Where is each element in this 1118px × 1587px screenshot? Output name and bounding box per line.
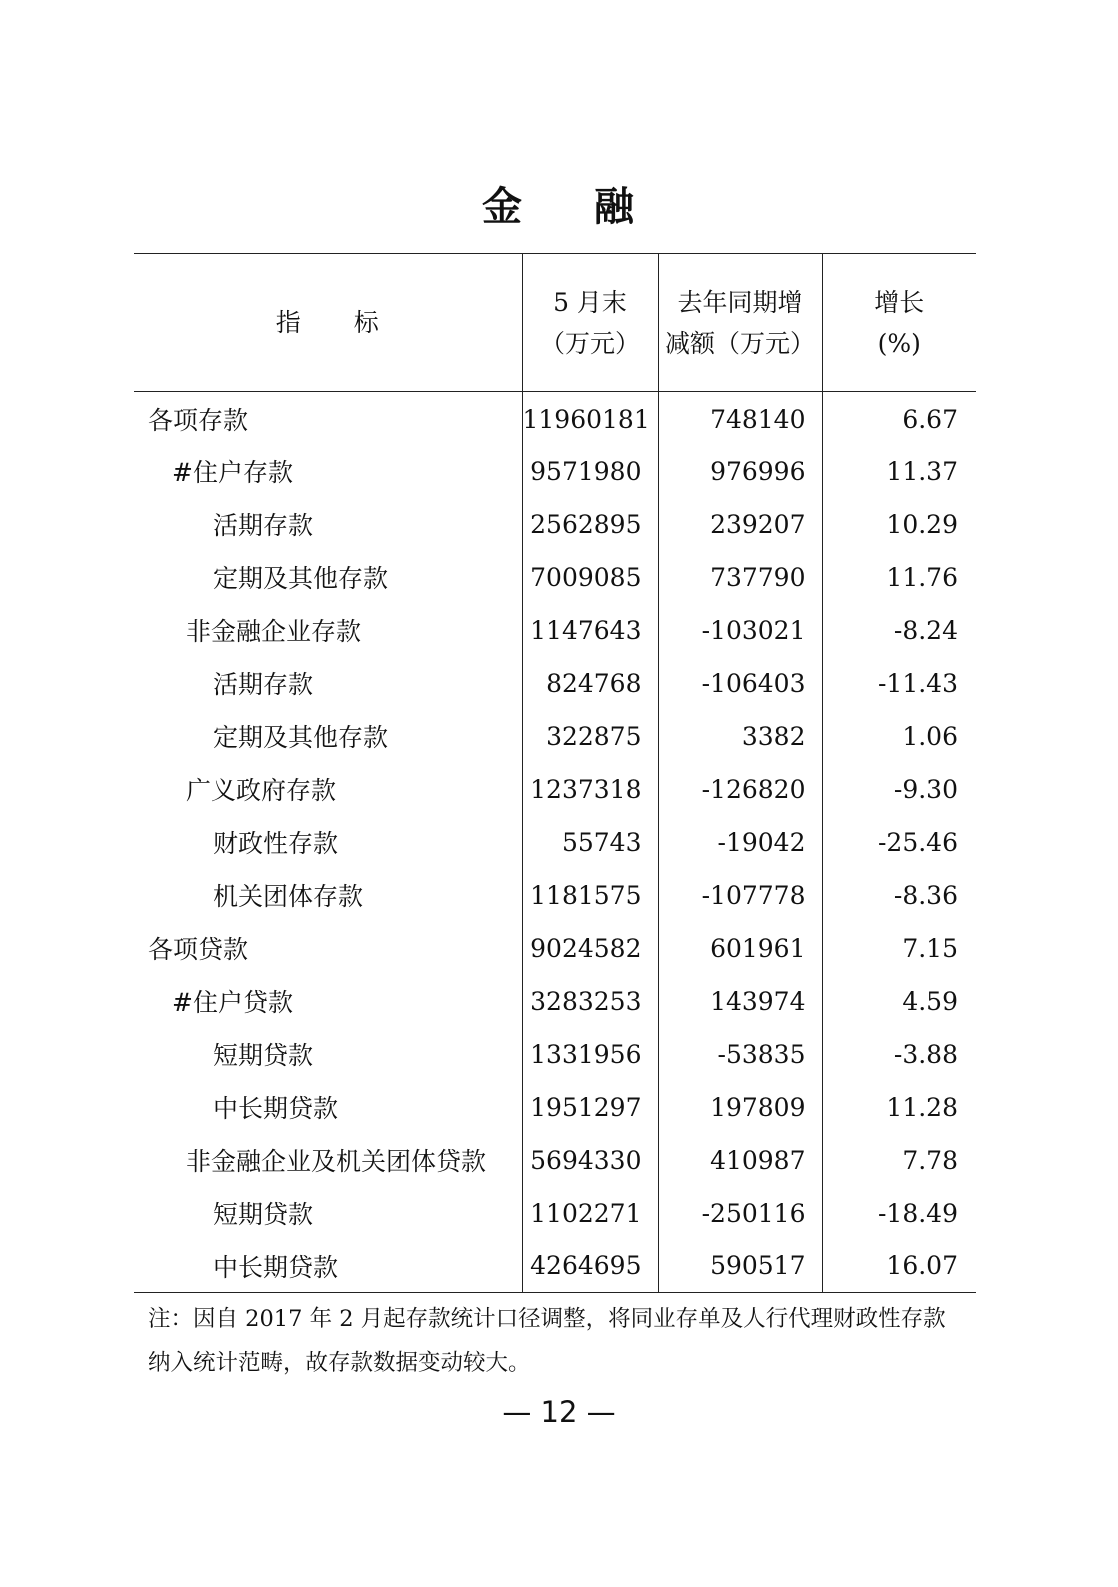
row-value: 1147643 xyxy=(522,604,658,657)
header-yoy-change-line1: 去年同期增 xyxy=(677,287,803,317)
row-value: 4264695 xyxy=(522,1240,658,1293)
row-change: -107778 xyxy=(658,869,822,922)
table-row xyxy=(134,604,976,657)
row-label: 中长期贷款 xyxy=(213,1094,339,1123)
row-growth: 10.29 xyxy=(822,498,976,551)
row-value: 1181575 xyxy=(522,869,658,922)
header-growth xyxy=(822,254,976,392)
row-growth: -18.49 xyxy=(822,1187,976,1240)
row-growth: 7.78 xyxy=(822,1134,976,1187)
row-value: 2562895 xyxy=(522,498,658,551)
row-growth: 7.15 xyxy=(822,922,976,975)
header-indicator xyxy=(134,254,522,392)
row-growth: -3.88 xyxy=(822,1028,976,1081)
row-growth: 11.28 xyxy=(822,1081,976,1134)
row-growth: -9.30 xyxy=(822,763,976,816)
row-value: 824768 xyxy=(522,657,658,710)
row-growth: -8.24 xyxy=(822,604,976,657)
row-change: 239207 xyxy=(658,498,822,551)
table-row xyxy=(134,551,976,604)
row-value: 1951297 xyxy=(522,1081,658,1134)
row-growth: -11.43 xyxy=(822,657,976,710)
row-change: 601961 xyxy=(658,922,822,975)
title-char-1: 金 xyxy=(482,184,524,230)
row-label: 广义政府存款 xyxy=(186,776,337,805)
row-change: -126820 xyxy=(658,763,822,816)
table-row xyxy=(134,922,976,975)
row-value: 11960181 xyxy=(522,392,658,445)
header-may-end-line1: 5 月末 xyxy=(553,287,627,317)
row-change: 410987 xyxy=(658,1134,822,1187)
table-row xyxy=(134,1028,976,1081)
header-indicator-char-1: 指 xyxy=(275,308,302,337)
row-value: 7009085 xyxy=(522,551,658,604)
table-row xyxy=(134,710,976,763)
row-value: 9024582 xyxy=(522,922,658,975)
table-row xyxy=(134,498,976,551)
row-value: 9571980 xyxy=(522,445,658,498)
header-may-end-line2: （万元） xyxy=(539,328,640,358)
row-value: 1237318 xyxy=(522,763,658,816)
row-label: 非金融企业存款 xyxy=(186,617,362,646)
row-value: 322875 xyxy=(522,710,658,763)
row-growth: 4.59 xyxy=(822,975,976,1028)
row-change: -250116 xyxy=(658,1187,822,1240)
row-growth: 16.07 xyxy=(822,1240,976,1293)
row-change: 976996 xyxy=(658,445,822,498)
row-label: 定期及其他存款 xyxy=(213,723,389,752)
row-change: -106403 xyxy=(658,657,822,710)
row-change: -53835 xyxy=(658,1028,822,1081)
row-growth: 6.67 xyxy=(822,392,976,445)
row-label: 短期贷款 xyxy=(213,1200,314,1229)
row-value: 1102271 xyxy=(522,1187,658,1240)
table-row xyxy=(134,1081,976,1134)
row-value: 55743 xyxy=(522,816,658,869)
row-label: 财政性存款 xyxy=(213,829,339,858)
row-change: 590517 xyxy=(658,1240,822,1293)
row-change: 737790 xyxy=(658,551,822,604)
table-row xyxy=(134,1240,976,1293)
title-char-2: 融 xyxy=(594,184,636,230)
table-row xyxy=(134,816,976,869)
header-indicator-char-2: 标 xyxy=(353,308,380,337)
row-label: 机关团体存款 xyxy=(213,882,364,911)
row-label: #住户贷款 xyxy=(172,988,293,1017)
table-row xyxy=(134,975,976,1028)
row-change: -19042 xyxy=(658,816,822,869)
row-label: 活期存款 xyxy=(213,670,314,699)
table-header-row xyxy=(134,254,976,392)
row-value: 1331956 xyxy=(522,1028,658,1081)
header-yoy-change xyxy=(658,254,822,392)
row-label: 中长期贷款 xyxy=(134,1240,522,1293)
page-title xyxy=(0,175,1118,232)
page-number: — 12 — xyxy=(502,1395,616,1429)
header-may-end xyxy=(522,254,658,392)
finance-table xyxy=(134,253,976,1293)
row-label: 各项贷款 xyxy=(148,935,249,964)
row-change: 197809 xyxy=(658,1081,822,1134)
row-label: 短期贷款 xyxy=(213,1041,314,1070)
table-row xyxy=(134,657,976,710)
table-row xyxy=(134,445,976,498)
row-growth: 1.06 xyxy=(822,710,976,763)
table-note xyxy=(148,1297,968,1385)
row-growth: -25.46 xyxy=(822,816,976,869)
table-row xyxy=(134,763,976,816)
row-value: 5694330 xyxy=(522,1134,658,1187)
note-line-2: 纳入统计范畴，故存款数据变动较大。 xyxy=(148,1350,531,1376)
row-growth: 11.76 xyxy=(822,551,976,604)
table-row xyxy=(134,869,976,922)
row-growth: 11.37 xyxy=(822,445,976,498)
row-change: 143974 xyxy=(658,975,822,1028)
header-growth-line2: (%) xyxy=(877,328,921,358)
row-change: 3382 xyxy=(658,710,822,763)
table-row xyxy=(134,1187,976,1240)
header-yoy-change-line2: 减额（万元） xyxy=(664,328,815,358)
table-row xyxy=(134,392,976,445)
row-growth: -8.36 xyxy=(822,869,976,922)
note-line-1: 注：因自 2017 年 2 月起存款统计口径调整，将同业存单及人行代理财政性存款 xyxy=(148,1306,946,1332)
row-value: 3283253 xyxy=(522,975,658,1028)
row-label: 各项存款 xyxy=(148,406,249,436)
row-label: 活期存款 xyxy=(213,511,314,540)
table-row xyxy=(134,1134,976,1187)
row-label: #住户存款 xyxy=(172,458,293,487)
row-change: -103021 xyxy=(658,604,822,657)
row-label: 定期及其他存款 xyxy=(213,564,389,593)
header-growth-line1: 增长 xyxy=(874,287,925,317)
row-change: 748140 xyxy=(658,392,822,445)
row-label: 非金融企业及机关团体贷款 xyxy=(186,1147,487,1176)
